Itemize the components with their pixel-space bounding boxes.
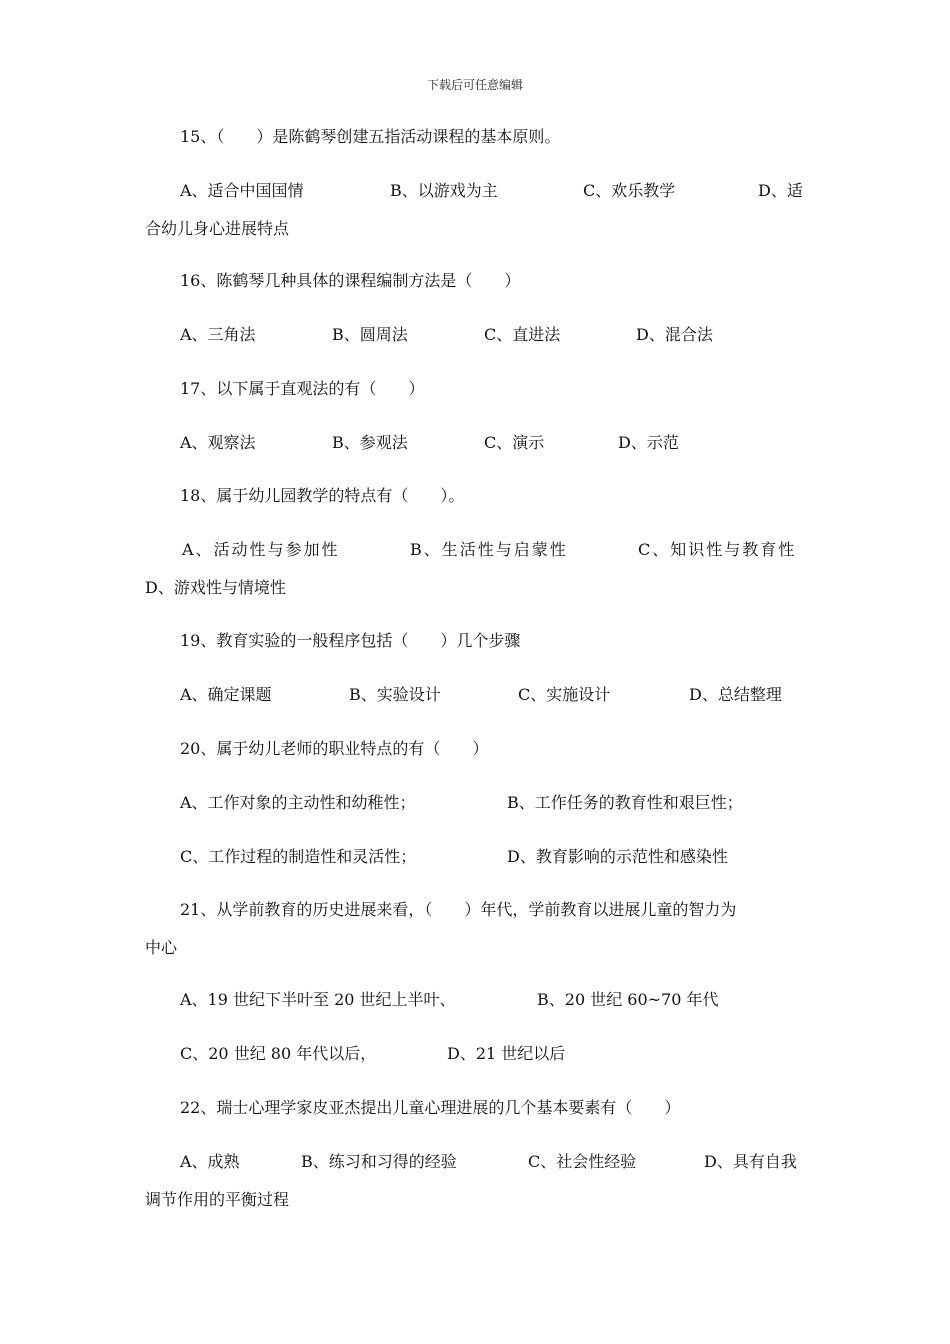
option-d: D、适: [758, 181, 803, 200]
question-stem: 17、以下属于直观法的有（ ）: [180, 379, 425, 398]
option-a: A、工作对象的主动性和幼稚性；: [180, 793, 416, 812]
option-continuation: 合幼儿身心进展特点: [145, 219, 290, 238]
option-a: A、适合中国国情: [180, 181, 304, 200]
question-stem-continuation: 中心: [145, 938, 178, 957]
question-stem: 18、属于幼儿园教学的特点有（ ）。: [180, 486, 465, 505]
option-b: B、20 世纪 60~70 年代: [537, 990, 719, 1009]
option-d: D、总结整理: [689, 685, 782, 704]
option-c: C、工作过程的制造性和灵活性；: [180, 847, 417, 866]
option-a: A、观察法: [180, 433, 256, 452]
option-c: C、20 世纪 80 年代以后，: [180, 1044, 377, 1063]
option-c: C、社会性经验: [528, 1152, 637, 1171]
option-a: A、成熟: [180, 1152, 240, 1171]
option-d: D、混合法: [636, 325, 713, 344]
option-d: D、游戏性与情境性: [145, 578, 286, 597]
option-b: B、工作任务的教育性和艰巨性；: [507, 793, 743, 812]
option-c: C、欢乐教学: [583, 181, 676, 200]
option-b: B、生活性与启蒙性: [410, 540, 568, 559]
option-b: B、圆周法: [332, 325, 408, 344]
option-a: A、三角法: [180, 325, 256, 344]
option-d: D、示范: [618, 433, 679, 452]
option-c: C、实施设计: [518, 685, 611, 704]
option-a: A、确定课题: [180, 685, 272, 704]
option-continuation: 调节作用的平衡过程: [145, 1190, 290, 1209]
option-c: C、直进法: [484, 325, 561, 344]
question-stem: 19、教育实验的一般程序包括（ ）几个步骤: [180, 631, 521, 650]
page-header: 下载后可任意编辑: [426, 78, 523, 92]
option-d: D、21 世纪以后: [447, 1044, 566, 1063]
option-b: B、以游戏为主: [390, 181, 498, 200]
question-stem: 22、瑞士心理学家皮亚杰提出儿童心理进展的几个基本要素有（ ）: [180, 1098, 681, 1117]
option-c: C、演示: [484, 433, 545, 452]
question-stem: 15、（ ）是陈鹤琴创建五指活动课程的基本原则。: [180, 127, 561, 146]
option-c: C、知识性与教育性: [638, 540, 797, 559]
option-a: A、19 世纪下半叶至 20 世纪上半叶、: [180, 990, 456, 1009]
option-b: B、参观法: [332, 433, 408, 452]
option-b: B、练习和习得的经验: [301, 1152, 457, 1171]
question-stem: 16、陈鹤琴几种具体的课程编制方法是（ ）: [180, 271, 521, 290]
question-stem: 21、从学前教育的历史进展来看，（ ）年代，学前教育以进展儿童的智力为: [180, 900, 737, 919]
option-d: D、教育影响的示范性和感染性: [507, 847, 728, 866]
question-stem: 20、属于幼儿老师的职业特点的有（ ）: [180, 739, 489, 758]
option-b: B、实验设计: [349, 685, 441, 704]
option-a: A、活动性与参加性: [182, 540, 340, 559]
option-d: D、具有自我: [704, 1152, 797, 1171]
